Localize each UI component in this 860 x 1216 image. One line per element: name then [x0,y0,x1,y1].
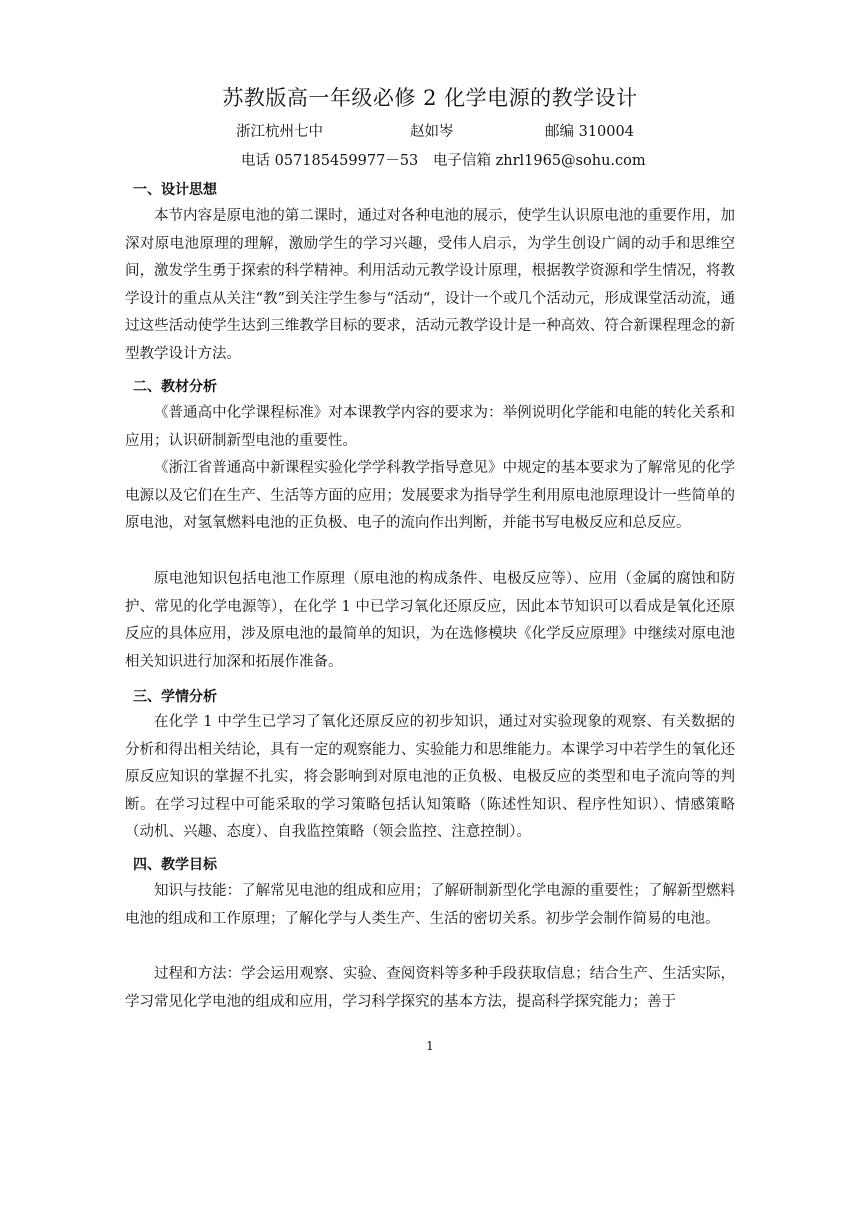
paragraph: 知识与技能：了解常见电池的组成和应用；了解研制新型化学电源的重要性；了解新型燃料电池的组成和工作原理；了解化学与人类生产、生活的密切关系。初步学会制作简易的电池。 [125,883,735,927]
postcode: 邮编 310004 [545,124,634,140]
paragraph: 原电池知识包括电池工作原理（原电池的构成条件、电极反应等）、应用（金属的腐蚀和防护、常见的化学电源等），在化学 1 中已学习氧化还原反应，因此本节知识可以看成是氧化还原反应的具体应用，涉及原电池的最简单的知识，为在选修模块《化学反应原理》中继续对原电池相关知识进行加深和拓展作准备。 [125,571,735,670]
paragraph: 《普通高中化学课程标准》对本课教学内容的要求为：举例说明化学能和电能的转化关系和应用；认识研制新型电池的重要性。 [125,405,735,449]
paragraph: 《浙江省普通高中新课程实验化学学科教学指导意见》中规定的基本要求为了解常见的化学电源以及它们在生产、生活等方面的应用；发展要求为指导学生利用原电池原理设计一些简单的原电池，对氢氧燃料电池的正负极、电子的流向作出判断，并能书写电极反应和总反应。 [125,460,735,531]
paragraph: 过程和方法：学会运用观察、实验、查阅资料等多种手段获取信息；结合生产、生活实际，学习常见化学电池的组成和应用，学习科学探究的基本方法，提高科学探究能力；善于 [125,966,735,1010]
section-heading-student-analysis: 三、学情分析 [133,689,217,705]
section-heading-textbook-analysis: 二、教材分析 [133,379,217,395]
phone-number: 电话 057185459977－53 [241,153,419,169]
paragraph: 在化学 1 中学生已学习了氧化还原反应的初步知识，通过对实验现象的观察、有关数据的分析和得出相关结论，具有一定的观察能力、实验能力和思维能力。本课学习中若学生的氧化还原反应知识的掌握不扎实，将会影响到对原电池的正负极、电极反应的类型和电子流向等的判断。在学习过程中可能采取的学习策略包括认知策略（陈述性知识、程序性知识）、情感策略（动机、兴趣、态度）、自我监控策略（领会监控、注意控制）。 [125,714,735,840]
email-address: 电子信箱 zhrl1965@sohu.com [433,153,646,169]
document-title: 苏教版高一年级必修 2 化学电源的教学设计 [222,86,638,110]
paragraph: 本节内容是原电池的第二课时，通过对各种电池的展示，使学生认识原电池的重要作用，加深对原电池原理的理解，激励学生的学习兴趣，受伟人启示，为学生创设广阔的动手和思维空间，激发学生勇于探索的科学精神。利用活动元教学设计原理，根据教学资源和学生情况，将教学设计的重点从关注“教”到关注学生参与“活动“，设计一个或几个活动元，形成课堂活动流，通过这些活动使学生达到三维教学目标的要求，活动元教学设计是一种高效、符合新课程理念的新型教学设计方法。 [125,208,735,362]
author-info-line [0,120,860,144]
school-name: 浙江杭州七中 [236,124,323,140]
contact-info-line [0,149,860,173]
section-heading-design-idea: 一、设计思想 [133,182,217,198]
section-heading-teaching-objectives: 四、教学目标 [133,857,217,873]
page-number: 1 [426,1039,434,1053]
author-name: 赵如岑 [410,124,454,140]
